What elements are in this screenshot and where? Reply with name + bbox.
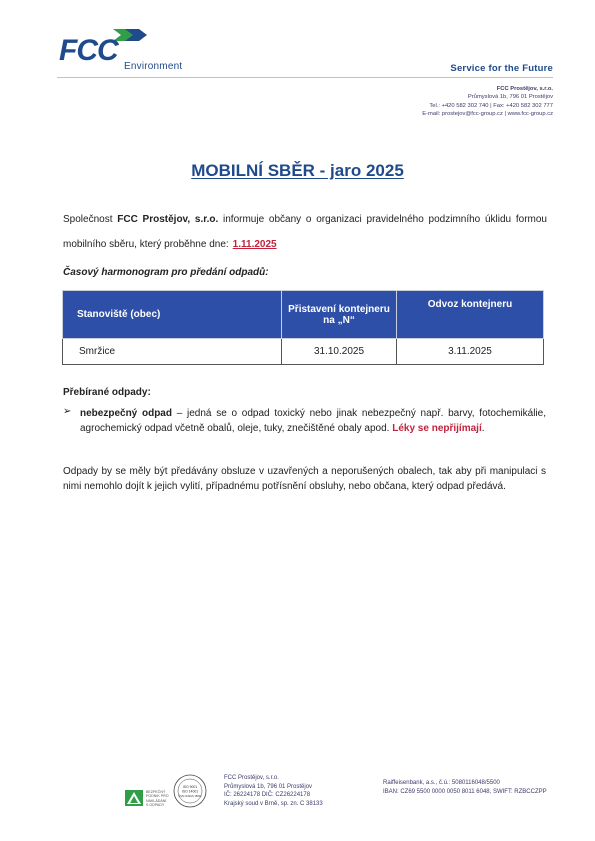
slogan: Service for the Future: [450, 63, 553, 74]
table-row: [63, 339, 544, 365]
document-title: MOBILNÍ SBĚR - jaro 2025: [191, 161, 404, 180]
seal-line: ISO 9001: [182, 785, 198, 789]
intro-company: FCC Prostějov, s.r.o.: [117, 214, 219, 225]
schedule-table: [62, 290, 544, 365]
footer-line: IBAN: CZ69 5500 0000 0050 8011 6048, SWIFT: RZBCCZPP: [383, 788, 547, 795]
footer-line: IČ: 26224178 DIČ: CZ26224178: [224, 792, 311, 799]
footer-company-info: [224, 774, 323, 808]
header-divider: [57, 77, 553, 78]
seal-line: ČSN OHSAS 18001: [178, 795, 202, 798]
certification-seal-icon: [173, 774, 207, 808]
logo-wordmark: FCC: [59, 34, 118, 67]
footer-bank-info: [383, 779, 547, 796]
intro-text-start: Společnost: [63, 214, 118, 225]
logo-subtitle: Environment: [124, 61, 183, 72]
footer-line: Raiffeisenbank, a.s., č.ú.: 5080116048/5500: [383, 780, 500, 786]
table-header-row: [63, 291, 544, 339]
waste-name: nebezpečný odpad: [80, 408, 172, 419]
safe-company-badge-icon: [125, 790, 143, 806]
header-address: Průmyslová 1b, 796 01 Prostějov: [467, 94, 553, 101]
column-header-delivery: Přistavení kontejneru na „N“: [282, 291, 397, 339]
header-company: FCC Prostějov, s.r.o.: [496, 86, 553, 92]
seal-line: ISO 14001: [181, 789, 199, 794]
waste-item-end: .: [481, 423, 485, 434]
column-header-place: Stanoviště (obec): [63, 291, 282, 339]
schedule-heading: Časový harmonogram pro předání odpadů:: [63, 267, 269, 278]
header-phone-fax: Tel.: +420 582 302 740 | Fax: +420 582 302 777: [429, 102, 553, 109]
medicines-note: Léky se nepřijímají: [392, 423, 482, 434]
column-header-pickup: Odvoz kontejneru: [397, 291, 544, 339]
cell-delivery: 31.10.2025: [282, 339, 397, 365]
collection-date: 1.11.2025: [232, 239, 277, 250]
footer-line: Krajský soud v Brně, sp. zn. C 38133: [224, 800, 323, 807]
list-item: [80, 406, 546, 436]
waste-heading: Přebírané odpady:: [63, 387, 151, 398]
handover-paragraph: Odpady by se měly být předávány obsluze v uzavřených a neporušených obalech, tak aby při manipulaci s nimi nemohlo dojít k jejich vylití, případnému potřísnění obsluhy, nebo občana, který odpad předává.: [63, 466, 546, 492]
cell-pickup: 3.11.2025: [397, 339, 544, 365]
waste-description: – jedná se o odpad toxický nebo jinak nebezpečný např. barvy, fotochemikálie, agrochemický odpad včetně obalů, oleje, tuky, znečištěné obaly apod.: [80, 408, 546, 434]
cell-place: Smržice: [63, 339, 282, 365]
intro-paragraph: [63, 207, 547, 257]
footer-line: Průmyslová 1b, 796 01 Prostějov: [224, 783, 313, 790]
header-contacts: [422, 85, 553, 119]
bullet-arrow-icon: ➢: [63, 406, 72, 417]
footer-line: FCC Prostějov, s.r.o.: [224, 775, 279, 781]
safe-company-badge-text: BEZPEČNÝ PODNIK PRO NAKLÁDÁNÍ S ODPADY: [146, 790, 169, 808]
header-email-web: E-mail: prostejov@fcc-group.cz | www.fcc-group.cz: [422, 111, 553, 118]
intro-text-end: informuje občany o organizaci pravidelného podzimního úklidu formou mobilního sběru, který proběhne dne:: [63, 214, 547, 250]
